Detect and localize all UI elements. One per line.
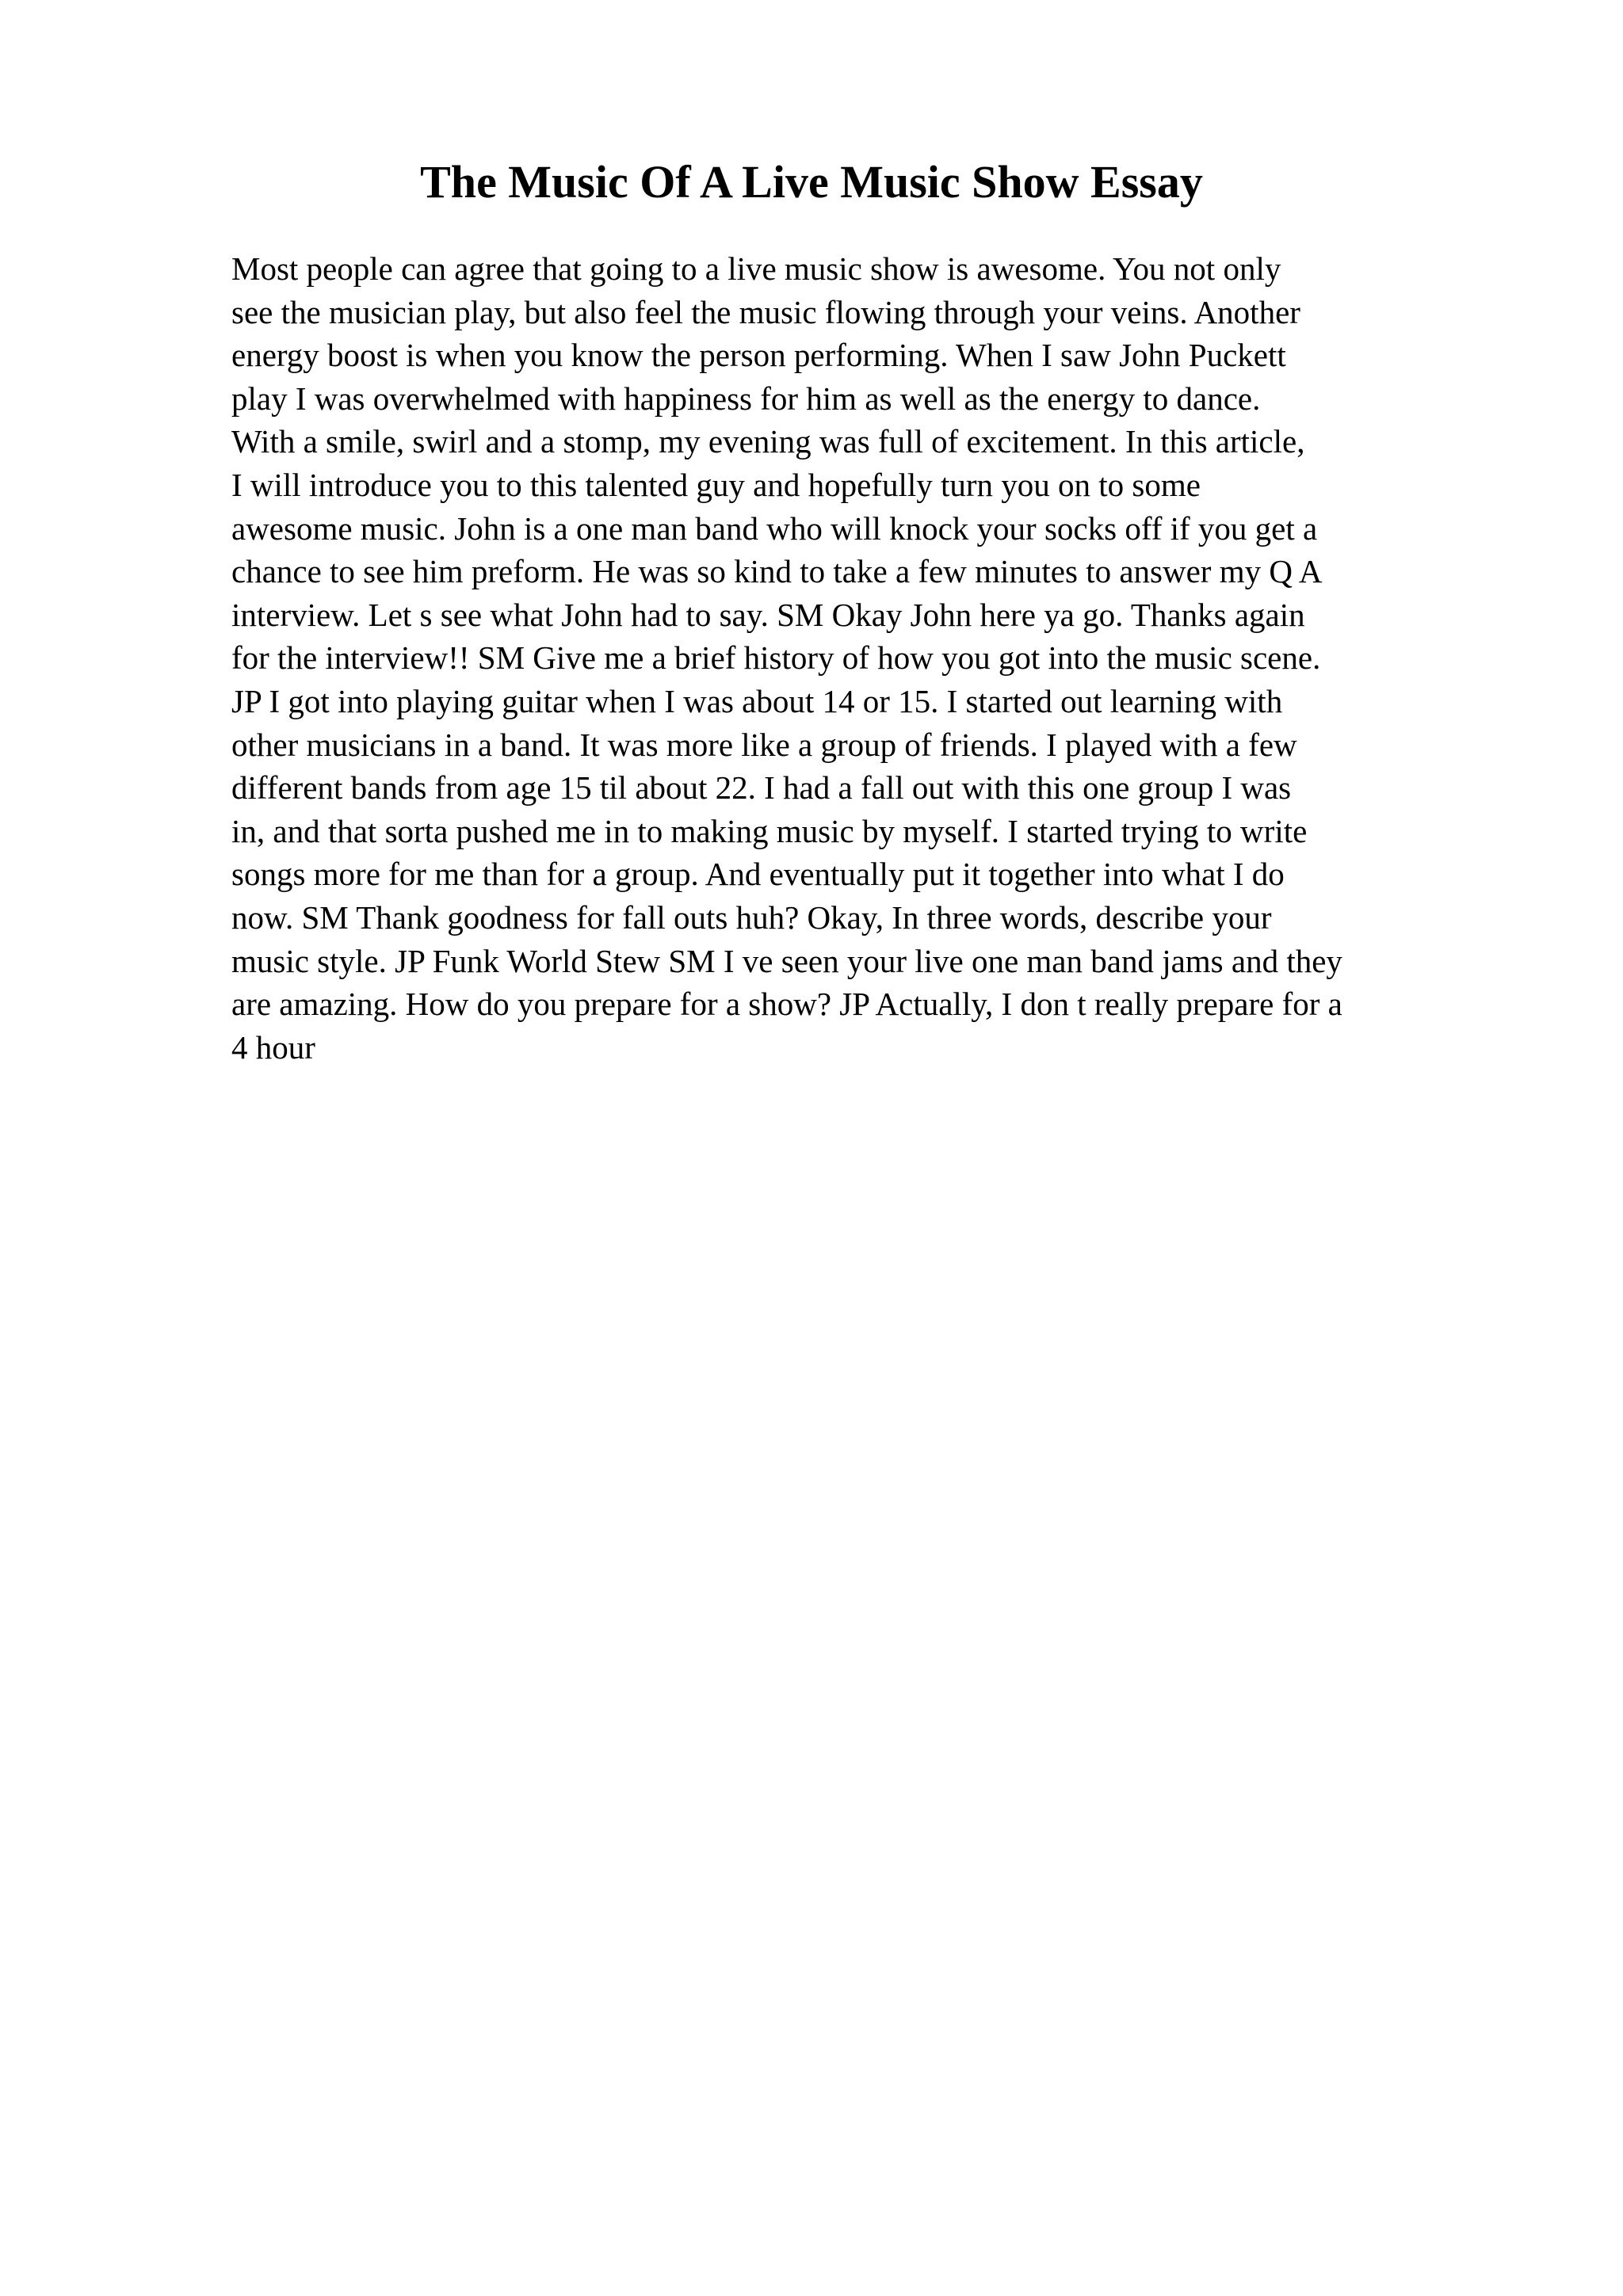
body-line: now. SM Thank goodness for fall outs huh? Okay, In three words, describe your xyxy=(231,898,1272,936)
body-line: for the interview!! SM Give me a brief history of how you got into the music scene. xyxy=(231,639,1321,677)
body-line: are amazing. How do you prepare for a show? JP Actually, I don t really prepare for a xyxy=(231,986,1342,1023)
document-title: The Music Of A Live Music Show Essay xyxy=(420,156,1203,208)
body-line: in, and that sorta pushed me in to making music by myself. I started trying to write xyxy=(231,812,1308,849)
body-line: With a smile, swirl and a stomp, my evening was full of excitement. In this article, xyxy=(231,423,1305,460)
body-line: songs more for me than for a group. And eventually put it together into what I do xyxy=(231,856,1285,893)
body-line: play I was overwhelmed with happiness for him as well as the energy to dance. xyxy=(231,379,1261,417)
body-line: chance to see him preform. He was so kind to take a few minutes to answer my Q A xyxy=(231,553,1323,590)
body-line: music style. JP Funk World Stew SM I ve seen your live one man band jams and they xyxy=(231,942,1342,979)
body-line: Most people can agree that going to a live music show is awesome. You not only xyxy=(231,250,1281,287)
essay-body xyxy=(231,247,1515,1069)
body-line: 4 hour xyxy=(231,1028,315,1066)
body-line: energy boost is when you know the person performing. When I saw John Puckett xyxy=(231,337,1286,374)
body-line: JP I got into playing guitar when I was about 14 or 15. I started out learning with xyxy=(231,682,1283,719)
body-line: other musicians in a band. It was more like a group of friends. I played with a few xyxy=(231,726,1297,763)
body-line: awesome music. John is a one man band who will knock your socks off if you get a xyxy=(231,509,1318,547)
body-line: I will introduce you to this talented guy and hopefully turn you on to some xyxy=(231,466,1201,503)
body-line: different bands from age 15 til about 22. I had a fall out with this one group I was xyxy=(231,769,1292,807)
body-line: interview. Let s see what John had to say. SM Okay John here ya go. Thanks again xyxy=(231,596,1305,633)
body-line: see the musician play, but also feel the music flowing through your veins. Another xyxy=(231,293,1300,330)
